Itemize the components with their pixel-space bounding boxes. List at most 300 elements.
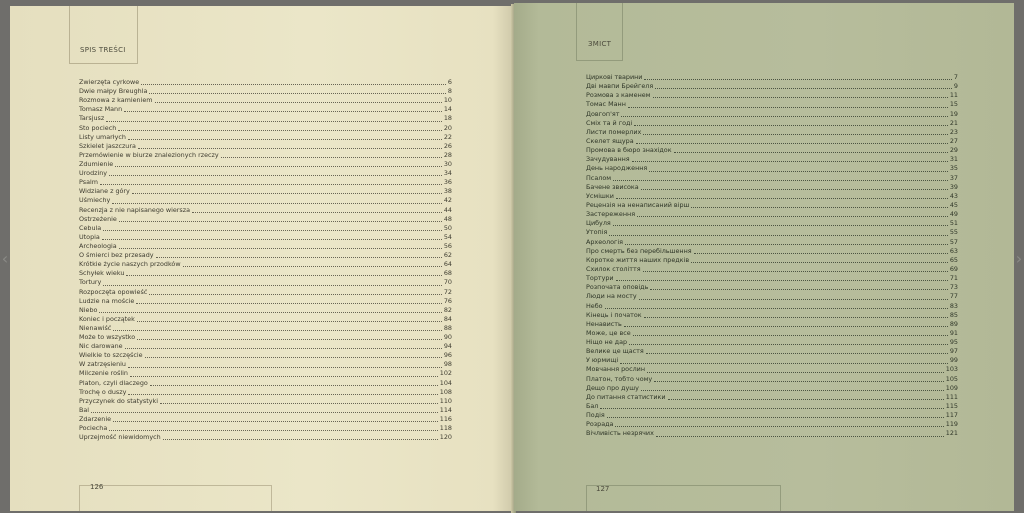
toc-entry-page: 90 xyxy=(443,333,452,342)
toc-entry[interactable] xyxy=(586,402,958,411)
dot-leader xyxy=(119,220,442,222)
toc-entry-page: 88 xyxy=(443,323,452,332)
dot-leader xyxy=(221,156,442,158)
dot-leader xyxy=(691,261,948,263)
toc-entry-page: 71 xyxy=(949,274,958,283)
toc-entry-title: Скелет ящура xyxy=(586,136,634,145)
toc-entry[interactable] xyxy=(79,388,452,397)
toc-entry-title: Томас Манн xyxy=(586,100,626,109)
toc-entry-title: Bal xyxy=(79,405,90,414)
dot-leader xyxy=(629,343,948,345)
toc-entry[interactable] xyxy=(586,82,958,91)
toc-entry-title: До питання статистики xyxy=(586,392,666,401)
toc-entry-page: 114 xyxy=(439,405,452,414)
toc-entry-title: Psalm xyxy=(79,178,98,187)
toc-entry-title: Milczenie roślin xyxy=(79,369,128,378)
dot-leader xyxy=(616,279,948,281)
dot-leader xyxy=(102,238,442,240)
toc-entry-page: 65 xyxy=(949,255,958,264)
dot-leader xyxy=(145,356,442,358)
toc-entry-title: Застереження xyxy=(586,210,636,219)
dot-leader xyxy=(141,83,446,85)
toc-entry-page: 116 xyxy=(439,415,452,424)
toc-entry-title: Archeologia xyxy=(79,241,117,250)
toc-entry[interactable] xyxy=(586,238,958,247)
toc-entry-page: 38 xyxy=(443,187,452,196)
toc-entry[interactable] xyxy=(586,128,958,137)
toc-entry-page: 14 xyxy=(443,105,452,114)
dot-leader xyxy=(613,179,948,181)
toc-entry-page: 54 xyxy=(443,232,452,241)
dot-leader xyxy=(605,307,948,309)
toc-entry-page: 70 xyxy=(443,278,452,287)
dot-leader xyxy=(124,110,442,112)
toc-entry[interactable] xyxy=(79,333,452,342)
dot-leader xyxy=(600,407,943,409)
toc-entry-page: 23 xyxy=(949,127,958,136)
dot-leader xyxy=(113,420,438,422)
toc-entry-page: 110 xyxy=(439,396,452,405)
toc-entry[interactable] xyxy=(79,342,452,351)
toc-entry[interactable] xyxy=(586,247,958,256)
dot-leader xyxy=(694,252,948,254)
toc-entry-page: 26 xyxy=(443,141,452,150)
toc-entry-page: 29 xyxy=(949,146,958,155)
toc-entry-page: 76 xyxy=(443,296,452,305)
toc-entry-title: Nienawiść xyxy=(79,323,112,332)
toc-entry-title: Рецензія на ненаписаний вірш xyxy=(586,200,690,209)
toc-entry-title: Tortury xyxy=(79,278,102,287)
toc-entry[interactable] xyxy=(586,265,958,274)
toc-entry-page: 36 xyxy=(443,178,452,187)
toc-entry[interactable] xyxy=(79,360,452,369)
toc-entry-title: Люди на мосту xyxy=(586,292,637,301)
dot-leader xyxy=(637,215,948,217)
toc-entry[interactable] xyxy=(79,324,452,333)
dot-leader xyxy=(119,247,442,249)
dot-leader xyxy=(691,206,948,208)
toc-entry-title: Розрада xyxy=(586,420,614,429)
dot-leader xyxy=(615,425,943,427)
toc-entry[interactable] xyxy=(79,297,452,306)
toc-entry[interactable] xyxy=(586,274,958,283)
toc-entry[interactable] xyxy=(79,105,452,114)
toc-entry-title: Схилок століття xyxy=(586,264,641,273)
dot-leader xyxy=(632,160,948,162)
toc-entry-page: 91 xyxy=(949,328,958,337)
dot-leader xyxy=(160,402,438,404)
dot-leader xyxy=(128,138,442,140)
toc-entry-title: Cebula xyxy=(79,223,102,232)
dot-leader xyxy=(655,87,952,89)
dot-leader xyxy=(653,96,948,98)
toc-entry[interactable] xyxy=(79,169,452,178)
dot-leader xyxy=(628,106,948,108)
left-page xyxy=(10,6,513,511)
toc-entry[interactable] xyxy=(79,397,452,406)
dot-leader xyxy=(100,183,442,185)
toc-entry-title: Розпочата оповідь xyxy=(586,283,649,292)
toc-entry-title: Schyłek wieku xyxy=(79,269,125,278)
toc-entry-page: 119 xyxy=(945,420,958,429)
toc-entry-title: Кінець і початок xyxy=(586,310,642,319)
toc-entry[interactable] xyxy=(79,96,452,105)
toc-entry[interactable] xyxy=(79,233,452,242)
toc-entry[interactable] xyxy=(586,356,958,365)
toc-entry-title: День народження xyxy=(586,164,648,173)
dot-leader xyxy=(625,243,948,245)
toc-entry-page: 28 xyxy=(443,150,452,159)
toc-entry[interactable] xyxy=(79,124,452,133)
toc-entry[interactable] xyxy=(586,366,958,375)
toc-entry-page: 22 xyxy=(443,132,452,141)
dot-leader xyxy=(621,115,947,117)
toc-entry[interactable] xyxy=(79,306,452,315)
toc-entry-page: 10 xyxy=(443,96,452,105)
toc-entry[interactable] xyxy=(586,347,958,356)
toc-entry-page: 8 xyxy=(447,87,452,96)
toc-entry-page: 69 xyxy=(949,264,958,273)
toc-entry-title: Псалом xyxy=(586,173,612,182)
dot-leader xyxy=(126,274,441,276)
toc-entry[interactable] xyxy=(79,78,452,87)
toc-entry-title: Про смерть без перебільшення xyxy=(586,246,692,255)
footer-frame xyxy=(586,485,781,511)
toc-entry-title: Przemówienie w biurze znalezionych rzeczy xyxy=(79,150,219,159)
toc-entry-title: Urodziny xyxy=(79,169,108,178)
toc-entry[interactable] xyxy=(586,183,958,192)
toc-entry-title: Циркові тварини xyxy=(586,72,643,81)
toc-heading: ЗМІСТ xyxy=(588,40,612,48)
toc-entry-page: 109 xyxy=(945,383,958,392)
right-page xyxy=(514,3,1014,511)
dot-leader xyxy=(149,92,446,94)
toc-entry[interactable] xyxy=(586,411,958,420)
toc-entry-page: 31 xyxy=(949,155,958,164)
toc-entry-page: 30 xyxy=(443,159,452,168)
toc-entry-page: 83 xyxy=(949,301,958,310)
toc-entry-title: Tomasz Mann xyxy=(79,105,123,114)
toc-entry-title: Небо xyxy=(586,301,603,310)
toc-entry[interactable] xyxy=(586,384,958,393)
toc-entry-title: Przyczynek do statystyki xyxy=(79,396,158,405)
toc-entry[interactable] xyxy=(79,142,452,151)
toc-entry-title: Листи померлих xyxy=(586,127,642,136)
dot-leader xyxy=(150,384,438,386)
toc-entry-title: Szkielet jaszczura xyxy=(79,141,136,150)
toc-entry-page: 103 xyxy=(945,365,958,374)
toc-entry-page: 111 xyxy=(945,392,958,401)
dot-leader xyxy=(103,284,442,286)
dot-leader xyxy=(137,338,442,340)
dot-leader xyxy=(91,411,438,413)
toc-entry[interactable] xyxy=(586,283,958,292)
dot-leader xyxy=(624,325,948,327)
toc-entry-title: Сміх та й годі xyxy=(586,118,633,127)
toc-entry[interactable] xyxy=(586,375,958,384)
toc-entry[interactable] xyxy=(586,256,958,265)
toc-entry-page: 50 xyxy=(443,223,452,232)
dot-leader xyxy=(674,151,948,153)
header-frame xyxy=(576,3,623,61)
toc-entry[interactable] xyxy=(79,242,452,251)
toc-entry[interactable] xyxy=(586,119,958,128)
toc-entry-page: 44 xyxy=(443,205,452,214)
toc-entry-title: Utopia xyxy=(79,232,100,241)
toc-entry-title: Zdumienie xyxy=(79,159,114,168)
toc-entry[interactable] xyxy=(586,429,958,438)
toc-entry-page: 104 xyxy=(439,378,452,387)
toc-list xyxy=(79,78,452,442)
toc-entry-title: Rozmowa z kamieniem xyxy=(79,96,153,105)
toc-entry[interactable] xyxy=(586,137,958,146)
toc-entry[interactable] xyxy=(79,224,452,233)
dot-leader xyxy=(643,133,948,135)
toc-entry[interactable] xyxy=(586,201,958,210)
toc-entry-title: Дві мавпи Брейгеля xyxy=(586,82,654,91)
toc-entry[interactable] xyxy=(79,269,452,278)
toc-entry-title: Велике це щастя xyxy=(586,347,644,356)
toc-entry-title: Platon, czyli dlaczego xyxy=(79,378,148,387)
toc-entry[interactable] xyxy=(79,178,452,187)
dot-leader xyxy=(115,165,442,167)
previous-page-arrow-icon[interactable]: ‹ xyxy=(1,249,9,268)
toc-entry-page: 18 xyxy=(443,114,452,123)
toc-entry[interactable] xyxy=(79,151,452,160)
toc-entry[interactable] xyxy=(79,187,452,196)
dot-leader xyxy=(113,329,442,331)
toc-entry-title: Trochę o duszy xyxy=(79,387,127,396)
dot-leader xyxy=(137,320,442,322)
toc-entry[interactable] xyxy=(79,87,452,96)
toc-entry[interactable] xyxy=(586,420,958,429)
toc-entry[interactable] xyxy=(79,406,452,415)
toc-entry-page: 57 xyxy=(949,237,958,246)
toc-entry[interactable] xyxy=(79,196,452,205)
toc-entry-page: 96 xyxy=(443,351,452,360)
dot-leader xyxy=(128,366,442,368)
dot-leader xyxy=(128,393,437,395)
toc-entry[interactable] xyxy=(586,146,958,155)
toc-entry[interactable] xyxy=(79,160,452,169)
toc-entry-title: Sto pociech xyxy=(79,123,117,132)
toc-entry-page: 43 xyxy=(949,191,958,200)
toc-entry-page: 39 xyxy=(949,182,958,191)
toc-entry-page: 121 xyxy=(945,429,958,438)
dot-leader xyxy=(644,78,951,80)
toc-entry-title: Uprzejmość niewidomych xyxy=(79,433,161,442)
toc-entry-title: Археологія xyxy=(586,237,624,246)
toc-entry-page: 85 xyxy=(949,310,958,319)
dot-leader xyxy=(109,429,438,431)
toc-entry-page: 94 xyxy=(443,342,452,351)
toc-entry-title: Zwierzęta cyrkowe xyxy=(79,77,140,86)
dot-leader xyxy=(149,293,442,295)
dot-leader xyxy=(163,438,438,440)
dot-leader xyxy=(607,416,944,418)
dot-leader xyxy=(620,362,948,364)
toc-entry-title: Dwie małpy Breughla xyxy=(79,87,148,96)
dot-leader xyxy=(130,375,438,377)
dot-leader xyxy=(136,302,442,304)
toc-entry-title: Ніщо не дар xyxy=(586,338,628,347)
toc-entry-title: Pociecha xyxy=(79,424,108,433)
toc-entry[interactable] xyxy=(79,114,452,123)
toc-entry-title: Усмішки xyxy=(586,191,614,200)
toc-entry-title: Uśmiechy xyxy=(79,196,111,205)
toc-entry-title: Дещо про душу xyxy=(586,383,639,392)
dot-leader xyxy=(103,229,442,231)
toc-entry[interactable] xyxy=(79,415,452,424)
dot-leader xyxy=(641,389,944,391)
toc-entry-page: 77 xyxy=(949,292,958,301)
toc-entry-title: Цибуля xyxy=(586,219,611,228)
toc-entry[interactable] xyxy=(586,292,958,301)
dot-leader xyxy=(656,435,944,437)
toc-entry-title: Подія xyxy=(586,411,605,420)
toc-entry-page: 15 xyxy=(949,100,958,109)
toc-entry[interactable] xyxy=(79,433,452,442)
toc-entry-page: 21 xyxy=(949,118,958,127)
toc-entry-page: 20 xyxy=(443,123,452,132)
toc-entry-page: 115 xyxy=(945,402,958,411)
toc-entry-page: 56 xyxy=(443,241,452,250)
toc-entry-page: 64 xyxy=(443,260,452,269)
toc-entry[interactable] xyxy=(586,228,958,237)
toc-entry-page: 6 xyxy=(447,77,452,86)
toc-entry[interactable] xyxy=(79,370,452,379)
toc-entry[interactable] xyxy=(586,210,958,219)
footer-frame xyxy=(79,485,272,511)
toc-entry[interactable] xyxy=(586,320,958,329)
dot-leader xyxy=(634,124,948,126)
toc-entry[interactable] xyxy=(79,315,452,324)
dot-leader xyxy=(125,347,442,349)
toc-entry-title: Rozpoczęta opowieść xyxy=(79,287,148,296)
toc-entry-title: Платон, тобто чому xyxy=(586,374,653,383)
toc-entry-title: Ludzie na moście xyxy=(79,296,135,305)
dot-leader xyxy=(118,129,442,131)
toc-entry[interactable] xyxy=(79,288,452,297)
toc-entry-title: Мовчання рослин xyxy=(586,365,646,374)
toc-entry-page: 11 xyxy=(949,91,958,100)
toc-entry-title: Може, це все xyxy=(586,328,631,337)
toc-entry[interactable] xyxy=(586,219,958,228)
toc-entry-title: Розмова з каменем xyxy=(586,91,651,100)
toc-entry-title: Nic darowane xyxy=(79,342,123,351)
toc-entry-title: Ostrzeżenie xyxy=(79,214,117,223)
toc-entry-page: 99 xyxy=(949,356,958,365)
toc-entry-title: O śmierci bez przesady xyxy=(79,251,154,260)
toc-entry-title: Вічливість незрячих xyxy=(586,429,654,438)
toc-entry-title: Niebo xyxy=(79,305,98,314)
toc-entry-title: Бал xyxy=(586,402,599,411)
toc-entry[interactable] xyxy=(79,260,452,269)
dot-leader xyxy=(643,270,948,272)
toc-entry-page: 89 xyxy=(949,319,958,328)
toc-entry-title: Recenzja z nie napisanego wiersza xyxy=(79,205,191,214)
toc-entry[interactable] xyxy=(586,164,958,173)
dot-leader xyxy=(644,316,948,318)
toc-entry-title: Wielkie to szczęście xyxy=(79,351,143,360)
toc-entry[interactable] xyxy=(586,110,958,119)
toc-entry-page: 82 xyxy=(443,305,452,314)
toc-entry[interactable] xyxy=(586,174,958,183)
toc-entry-page: 51 xyxy=(949,219,958,228)
toc-entry[interactable] xyxy=(586,329,958,338)
dot-leader xyxy=(109,174,442,176)
toc-entry-page: 7 xyxy=(953,72,958,81)
toc-entry-page: 42 xyxy=(443,196,452,205)
toc-entry[interactable] xyxy=(79,424,452,433)
dot-leader xyxy=(155,101,442,103)
toc-list xyxy=(586,73,958,439)
toc-entry[interactable] xyxy=(586,302,958,311)
toc-entry-title: Зачудування xyxy=(586,155,630,164)
toc-entry-page: 19 xyxy=(949,109,958,118)
toc-entry-page: 49 xyxy=(949,210,958,219)
toc-entry[interactable] xyxy=(586,155,958,164)
next-page-arrow-icon[interactable]: › xyxy=(1015,249,1023,268)
toc-entry-page: 98 xyxy=(443,360,452,369)
dot-leader xyxy=(668,398,944,400)
toc-entry-page: 68 xyxy=(443,269,452,278)
dot-leader xyxy=(650,288,948,290)
dot-leader xyxy=(106,120,442,122)
toc-entry[interactable] xyxy=(79,133,452,142)
toc-entry-title: Бачене звисока xyxy=(586,182,639,191)
toc-entry[interactable] xyxy=(586,192,958,201)
dot-leader xyxy=(639,298,948,300)
toc-entry-title: Tarsjusz xyxy=(79,114,105,123)
toc-entry[interactable] xyxy=(79,251,452,260)
toc-entry-page: 97 xyxy=(949,347,958,356)
toc-entry-title: Ненависть xyxy=(586,319,622,328)
page-number: 127 xyxy=(596,485,610,493)
toc-entry-page: 48 xyxy=(443,214,452,223)
toc-entry[interactable] xyxy=(79,206,452,215)
toc-entry[interactable] xyxy=(586,100,958,109)
toc-entry[interactable] xyxy=(79,278,452,287)
toc-entry[interactable] xyxy=(586,73,958,82)
toc-entry-page: 62 xyxy=(443,251,452,260)
toc-entry[interactable] xyxy=(79,351,452,360)
toc-entry-title: У юрмищі xyxy=(586,356,619,365)
header-frame xyxy=(69,6,138,64)
toc-entry-page: 118 xyxy=(439,424,452,433)
dot-leader xyxy=(183,265,442,267)
toc-entry[interactable] xyxy=(79,215,452,224)
toc-entry-title: W zatrzęsieniu xyxy=(79,360,126,369)
dot-leader xyxy=(641,188,948,190)
toc-entry[interactable] xyxy=(586,311,958,320)
toc-entry-title: Listy umarłych xyxy=(79,132,126,141)
toc-entry[interactable] xyxy=(79,379,452,388)
toc-entry-page: 63 xyxy=(949,246,958,255)
toc-entry[interactable] xyxy=(586,91,958,100)
toc-entry-page: 73 xyxy=(949,283,958,292)
toc-entry-page: 55 xyxy=(949,228,958,237)
toc-entry[interactable] xyxy=(586,338,958,347)
dot-leader xyxy=(647,371,944,373)
toc-entry-page: 45 xyxy=(949,200,958,209)
toc-entry-page: 120 xyxy=(439,433,452,442)
dot-leader xyxy=(192,211,442,213)
toc-entry[interactable] xyxy=(586,393,958,402)
dot-leader xyxy=(633,334,948,336)
dot-leader xyxy=(132,192,442,194)
toc-entry-page: 117 xyxy=(945,411,958,420)
